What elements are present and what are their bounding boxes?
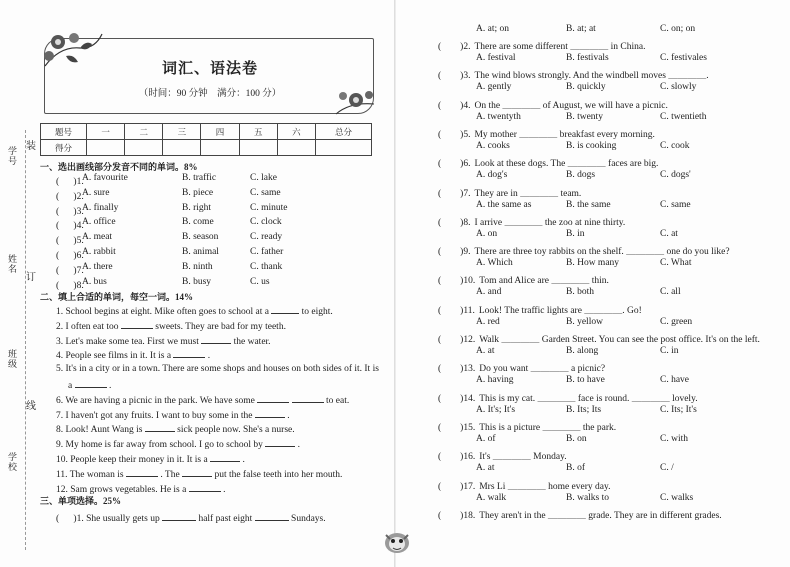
student-number-label: 学号 [7,146,17,166]
option-c: C. father [250,247,284,257]
item-text: People see films in it. It is a [65,351,172,362]
mascot-logo [382,527,412,555]
choice-question [438,331,760,345]
item-number: 1. [56,307,64,317]
option-a[interactable]: A. twentyth [476,111,521,122]
item-number: ( )3. [56,206,84,217]
option-b: B. at; at [566,24,596,34]
score-table-cell: 三 [163,124,201,140]
option-c[interactable]: C. have [660,375,690,386]
item-text: Look! Aunt Wang is [65,425,143,436]
option-c[interactable]: C. What [660,258,692,269]
option-c[interactable]: C. twentieth [660,111,707,122]
item-number: 12. [56,484,68,495]
section2-item [56,394,349,406]
option-a[interactable]: A. red [476,316,500,327]
option-b[interactable]: B. in [566,228,585,239]
section3-item-1 [56,510,326,524]
item-text: . [108,381,112,391]
answer-blank[interactable] [173,349,205,358]
choice-question [438,478,611,492]
score-input-cell[interactable] [277,140,315,156]
choice-question [438,272,609,286]
option-b[interactable]: B. walks to [566,492,610,503]
option-b[interactable]: B. both [566,287,594,298]
item-text: the water. [233,336,271,347]
answer-blank[interactable] [255,409,285,418]
score-input-cell[interactable] [316,140,372,156]
item-number: ( )15. [438,422,476,433]
score-table-cell: 得分 [41,140,87,156]
answer-blank[interactable] [271,305,299,314]
page-title: 词汇、语法卷 [161,61,258,77]
question-text: My mother ＿＿＿＿ breakfast every morning. [474,129,655,140]
item-number: 7. [56,410,64,421]
item-number: 5. [56,364,64,375]
choice-question [438,302,642,316]
item-number: ( )16. [438,452,476,463]
score-input-cell[interactable] [201,140,239,156]
item-number: 11. [56,469,68,480]
option-a: A. finally [82,202,119,213]
section2-item [56,438,300,450]
answer-blank[interactable] [75,379,107,388]
answer-blank[interactable] [182,468,212,477]
option-b[interactable]: B. along [566,346,599,356]
item-number: ( )17. [438,481,476,492]
option-b[interactable]: B. twenty [566,111,603,122]
question-text: Look at these dogs. The ＿＿＿＿ faces are big. [474,159,659,170]
option-c[interactable]: C. with [660,433,688,444]
item-text: It's in a city or in a town. There are some shops and houses on both sides of it. It is [65,364,379,375]
flower-ornament-bottom [334,84,378,118]
question-text: It's ＿＿＿＿ Monday. [479,452,567,463]
item-number: 10. [56,455,68,465]
option-a: A. meat [82,232,113,243]
answer-blank[interactable] [255,512,289,521]
section1-heading: 一、选出画线部分发音不同的单词。8% [40,162,198,172]
answer-blank[interactable] [145,423,175,432]
option-b[interactable]: B. the same [566,199,611,210]
option-c[interactable]: C. all [660,287,681,298]
option-a[interactable]: A. walk [476,492,507,503]
item-text: . The [160,469,180,480]
item-number: ( )1. [56,514,84,524]
section2-item [56,468,342,480]
option-b[interactable]: B. of [566,463,585,474]
option-a[interactable]: A. Which [476,258,513,269]
section2-item [56,349,210,361]
item-text: a [68,381,73,391]
item-text: half past eight [198,514,253,524]
choice-question [438,97,668,111]
option-c[interactable]: C. dogs' [660,170,691,181]
item-number: ( )4. [438,100,471,111]
item-number: ( )10. [438,276,476,287]
class-label: 班级 [7,349,17,369]
flower-ornament-top [40,26,104,72]
option-a[interactable]: A. cooks [476,140,510,151]
binding-mark-zhuang: 装 [26,141,36,152]
answer-blank[interactable] [265,438,295,447]
item-number: ( )7. [56,265,84,276]
option-a: A. there [82,261,113,272]
option-a: A. favourite [82,173,128,183]
option-b[interactable]: B. How many [566,258,620,269]
item-text: . [223,484,226,495]
item-number: ( )12. [438,335,476,345]
item-number: 3. [56,336,64,347]
option-c: C. minute [250,202,288,213]
option-a[interactable]: A. and [476,287,502,298]
score-table-header-row [41,124,372,140]
question-text: Look! The traffic lights are ＿＿＿＿. Go! [478,305,642,316]
score-table-cell: 五 [239,124,277,140]
choice-question [438,243,730,257]
score-table [40,123,372,156]
option-b[interactable]: B. to have [566,375,605,386]
section2-item [56,305,333,317]
school-label: 学校 [7,452,17,472]
score-input-cell[interactable] [87,140,125,156]
option-c: C. ready [250,232,283,243]
option-b: B. piece [182,187,214,198]
option-c[interactable]: C. festivales [660,53,707,63]
item-number: ( )7. [438,188,471,199]
choice-question [438,390,698,404]
item-text: to eat. [326,395,350,406]
choice-question [438,155,658,169]
choice-question [438,38,646,52]
section2-item [56,320,286,332]
option-a[interactable]: A. It's; It's [476,404,516,415]
answer-blank[interactable] [257,394,289,403]
score-table-cell: 题号 [41,124,87,140]
question-text: Do you want ＿＿＿＿ a picnic? [479,364,606,375]
name-label: 姓名 [7,254,17,274]
answer-blank[interactable] [126,468,158,477]
binding-line [25,130,26,550]
question-text: This is a picture ＿＿＿＿ the park. [479,422,617,433]
option-b: B. come [182,217,214,228]
item-number: ( )18. [438,510,476,521]
option-a: A. office [82,217,116,228]
question-text: There are three toy rabbits on the shelf. ＿＿＿＿ one do you like? [474,247,730,258]
item-number: 4. [56,351,64,362]
option-b: B. ninth [182,261,213,272]
item-number: ( )2. [56,191,84,202]
question-text: On the ＿＿＿＿ of August, we will have a picnic. [474,100,668,111]
choice-question [438,419,616,433]
item-text: My home is far away from school. I go to school by [65,440,263,451]
option-b[interactable]: B. is cooking [566,140,617,151]
section2-item [68,379,111,391]
option-a[interactable]: A. the same as [476,199,532,210]
item-text: . [207,351,211,362]
section2-item [56,423,295,435]
section3-heading: 三、单项选择。25% [40,496,122,506]
option-b[interactable]: B. on [566,433,587,444]
option-c: C. thank [250,261,283,272]
question-text: They aren't in the ＿＿＿＿ grade. They are in different grades. [479,510,722,521]
option-a[interactable]: A. of [476,433,496,444]
item-number: ( )14. [438,393,476,404]
question-text: I arrive ＿＿＿＿ the zoo at nine thirty. [474,217,626,228]
question-text: Tom and Alice are ＿＿＿＿ thin. [479,276,609,287]
section2-item [56,409,290,421]
answer-blank[interactable] [189,483,221,492]
item-text: sick people now. She's a nurse. [177,425,295,436]
score-input-cell[interactable] [125,140,163,156]
option-c[interactable]: C. / [660,463,674,474]
option-c[interactable]: C. cook [660,140,690,151]
choice-question [438,185,581,199]
question-text: Walk ＿＿＿＿ Garden Street. You can see the post office. It's on the left. [479,335,760,345]
binding-mark-ding: 订 [26,272,36,283]
option-a[interactable]: A. gently [476,82,512,93]
score-table-score-row [41,140,372,156]
question-text: Mrs Li ＿＿＿＿ home every day. [479,481,611,492]
item-text: sweets. They are bad for my teeth. [155,321,286,332]
item-number: ( )3. [438,71,471,82]
option-c: C. clock [250,217,282,228]
item-text: Sundays. [291,514,326,524]
choice-question [438,67,709,81]
item-text: . [242,455,245,465]
choice-question [438,448,567,462]
answer-blank[interactable] [210,453,240,462]
option-c[interactable]: C. walks [660,492,694,503]
option-c[interactable]: C. green [660,316,693,327]
item-number: 6. [56,395,64,406]
option-b[interactable]: B. yellow [566,316,603,327]
question-text: They are in ＿＿＿＿ team. [474,188,582,199]
choice-question [438,214,625,228]
item-number: ( )8. [56,280,84,291]
option-b: B. traffic [182,173,217,183]
option-a: A. sure [82,187,110,198]
item-text: I often eat too [65,321,119,332]
score-input-cell[interactable] [163,140,201,156]
binding-mark-xian: 线 [26,401,36,412]
option-b: B. season [182,232,219,243]
answer-blank[interactable] [292,394,324,403]
option-b: B. busy [182,276,212,287]
answer-blank[interactable] [162,512,196,521]
answer-blank[interactable] [201,335,231,344]
page-fold [394,0,396,567]
score-table-cell: 一 [87,124,125,140]
item-number: ( )6. [438,159,471,170]
section2-item [56,364,379,374]
choice-question [438,507,722,521]
item-number: ( )2. [438,42,471,52]
item-number: ( )1. [56,177,84,187]
item-text: . [287,410,290,421]
item-text: School begins at eight. Mike often goes to school at a [65,307,269,317]
score-table-cell: 四 [201,124,239,140]
option-c[interactable]: C. slowly [660,82,697,93]
question-text: The wind blows strongly. And the windbell moves ＿＿＿＿. [474,71,709,82]
item-number: ( )5. [438,129,471,140]
option-b[interactable]: B. festivals [566,53,609,63]
option-b: B. right [182,202,212,213]
item-text: to eight. [301,307,333,317]
option-a[interactable]: A. on [476,228,498,239]
choice-question [438,360,605,374]
item-text: Sam grows vegetables. He is a [70,484,187,495]
score-table-cell: 二 [125,124,163,140]
item-number: ( )4. [56,221,84,232]
item-number: ( )6. [56,251,84,261]
item-number: 2. [56,321,64,332]
option-b[interactable]: B. quickly [566,82,606,93]
item-text: put the false teeth into her mouth. [214,469,343,480]
page-subtitle: （时间：90 分钟 满分：100 分） [138,89,282,99]
item-text: We are having a picnic in the park. We have some [65,395,255,406]
item-text: The woman is [69,469,124,480]
section2-item [56,483,225,495]
option-b[interactable]: B. Its; Its [566,404,602,415]
option-a: A. rabbit [82,247,116,257]
option-c: C. lake [250,173,277,183]
option-c: C. same [250,187,281,198]
option-c[interactable]: C. at [660,228,678,239]
score-input-cell[interactable] [239,140,277,156]
option-c: C. on; on [660,24,696,34]
item-text: . [297,440,300,451]
option-a[interactable]: A. festival [476,53,516,63]
option-b[interactable]: B. dogs [566,170,596,181]
option-a[interactable]: A. at [476,346,495,356]
item-number: ( )9. [438,247,471,258]
section2-heading: 二、填上合适的单词，每空一词。14% [40,292,194,302]
option-b: B. animal [182,247,219,257]
item-number: ( )5. [56,236,84,247]
item-number: 9. [56,440,64,451]
option-a[interactable]: A. at [476,463,495,474]
item-number: ( )11. [438,305,475,316]
question-text: There are some different ＿＿＿＿ in China. [474,42,646,52]
item-text: Let's make some tea. First we must [65,336,199,347]
item-text: I haven't got any fruits. I want to buy some in the [65,410,253,421]
item-number: 8. [56,425,64,436]
item-number: ( )13. [438,364,476,375]
score-table-cell: 总分 [316,124,372,140]
item-text: People keep their money in it. It is a [70,455,208,465]
option-a[interactable]: A. dog's [476,170,508,181]
item-number: ( )8. [438,217,471,228]
choice-question [438,126,655,140]
score-table-cell: 六 [277,124,315,140]
option-c[interactable]: C. in [660,346,679,356]
section2-item [56,335,271,347]
item-text: She usually gets up [86,514,160,524]
question-text: This is my cat. ＿＿＿＿ face is round. ＿＿＿＿ lovely. [479,393,698,404]
section2-item [56,453,245,465]
option-c[interactable]: C. Its; It's [660,404,697,415]
option-a: A. bus [82,276,107,287]
option-a: A. at; on [476,24,509,34]
answer-blank[interactable] [121,320,153,329]
option-c[interactable]: C. same [660,199,691,210]
option-a[interactable]: A. having [476,375,514,386]
option-c: C. us [250,276,270,287]
